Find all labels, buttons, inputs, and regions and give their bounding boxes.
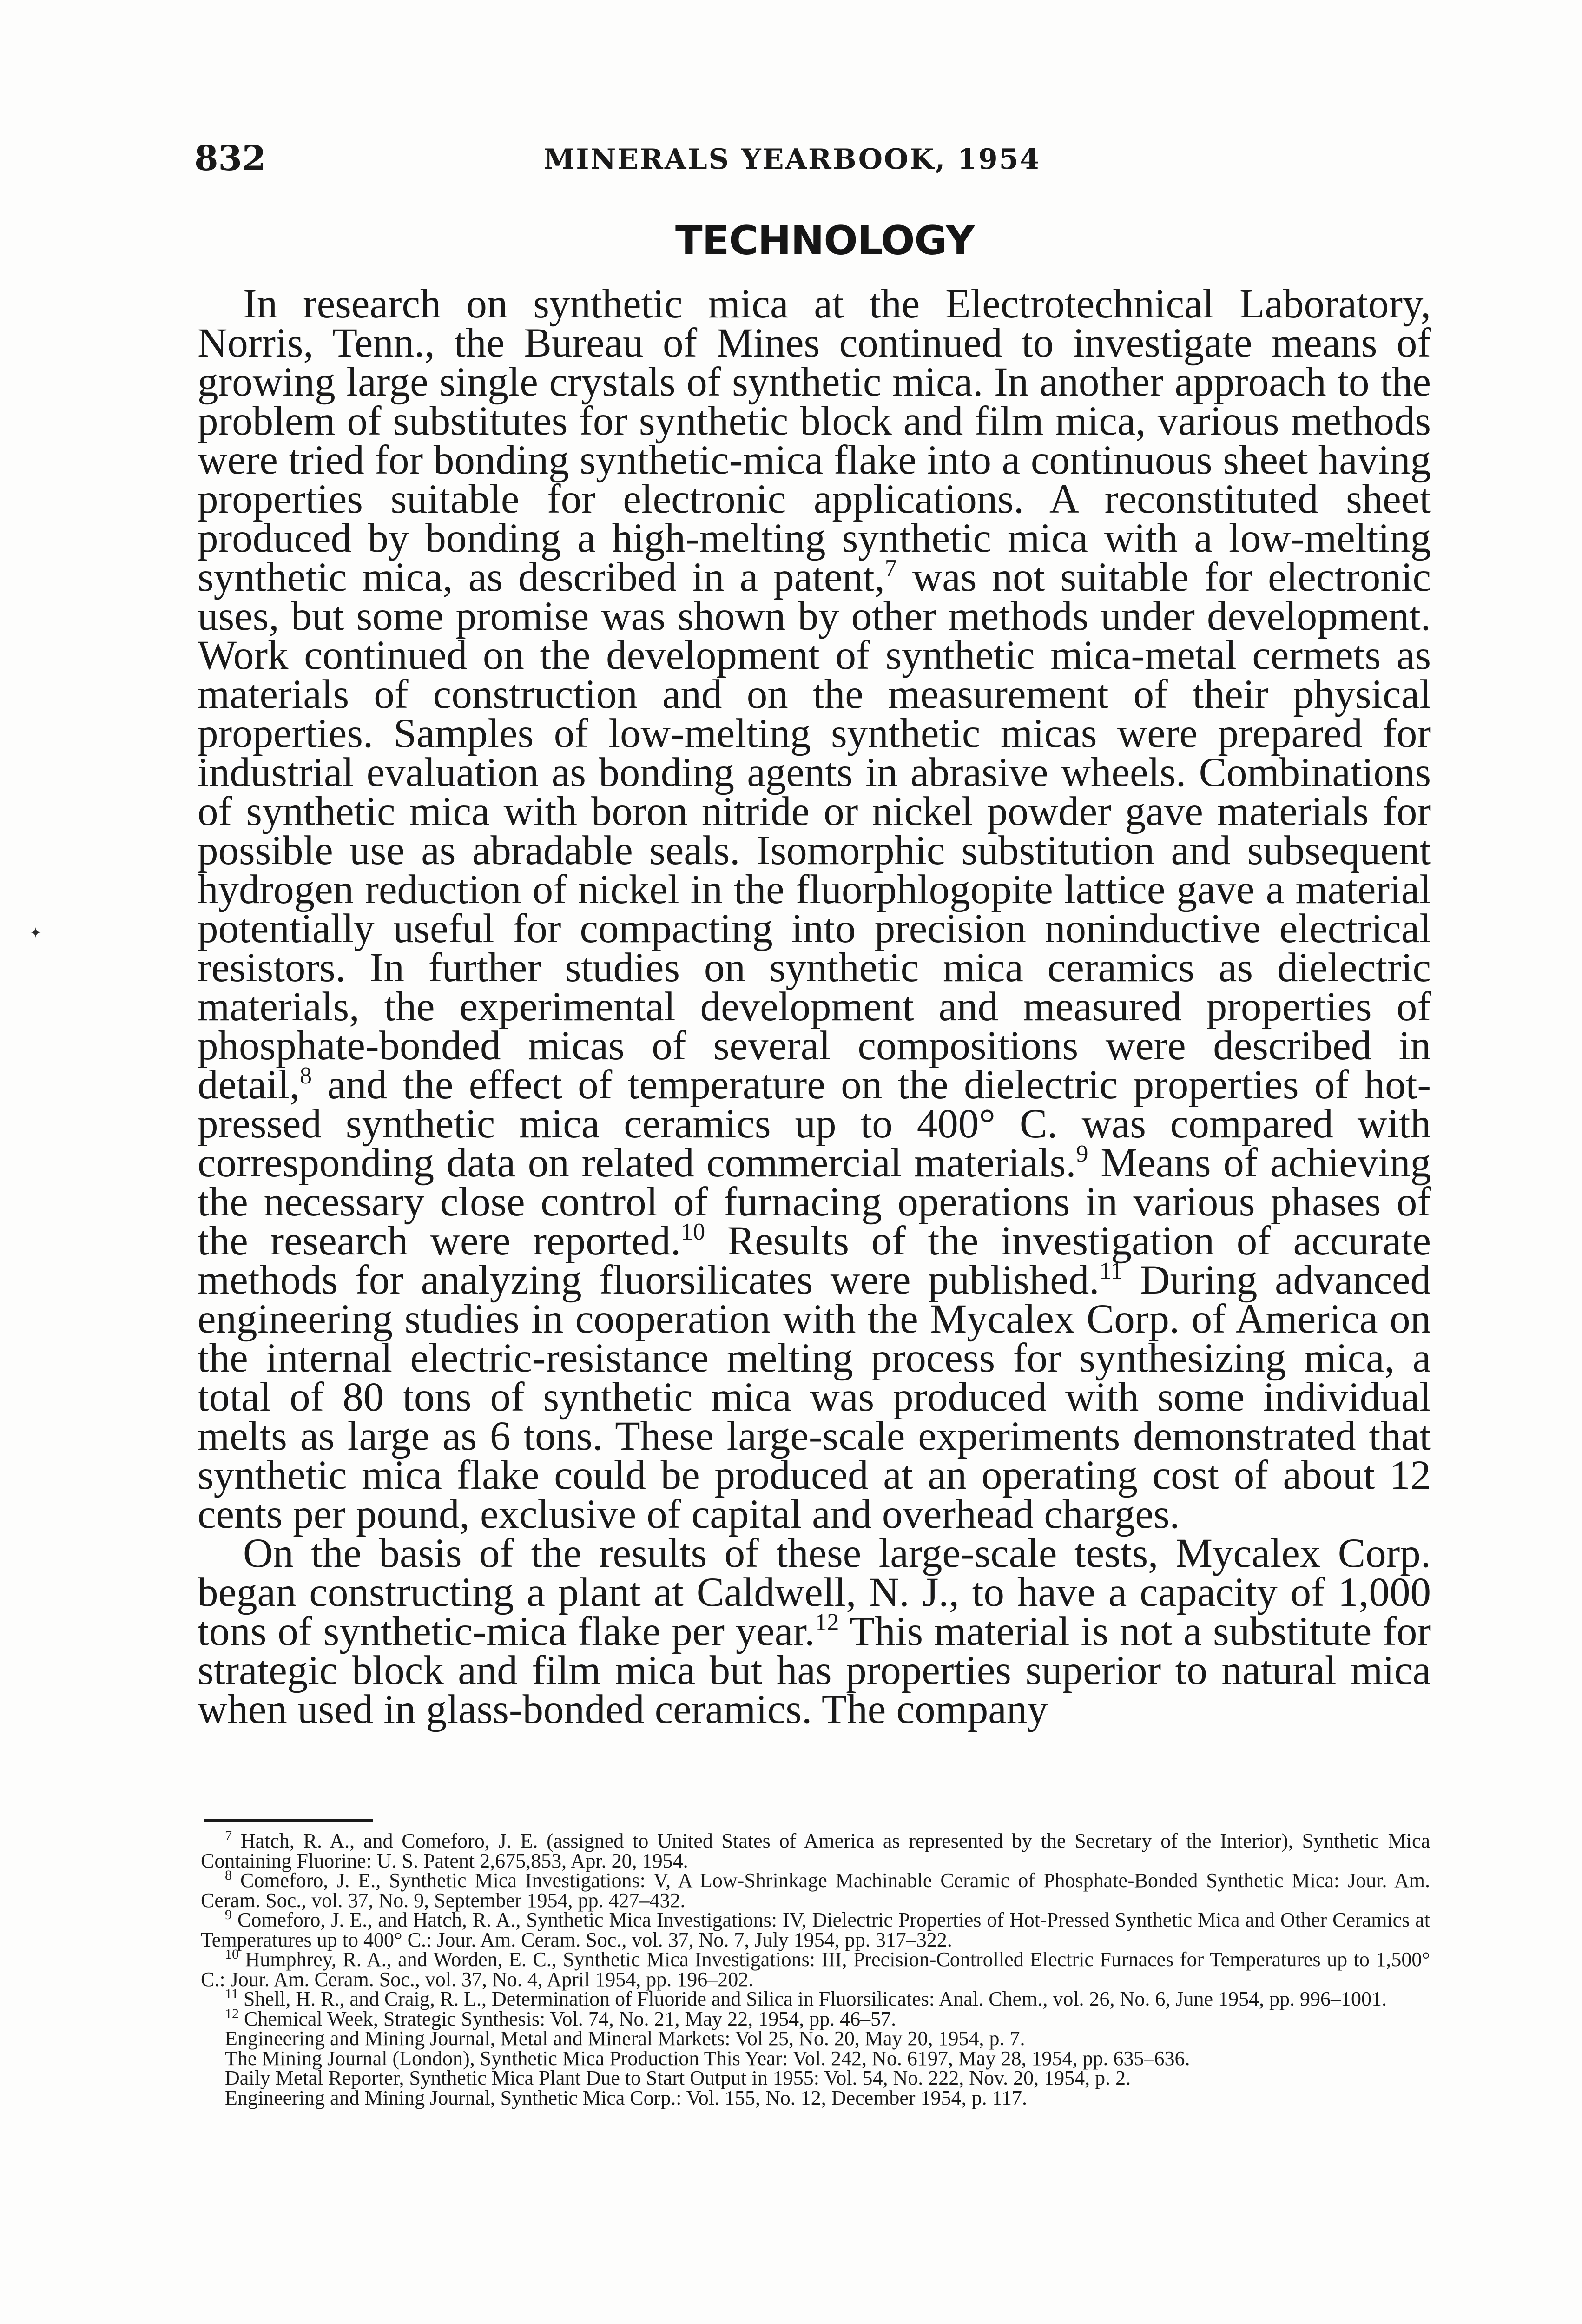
page-header	[194, 139, 1077, 190]
text-run: was not suitable for electronic uses, but some promise was shown by other methods under development. Work continued on the development of synthetic mica-metal cermets as materials of construction and on the measurement of their physical properties. Samples of low-melting synthetic micas were prepared for industrial evaluation as bonding agents in abrasive wheels. Combinations of synthetic mica with boron nitride or nickel powder gave materials for possible use as abradable seals. Isomorphic substitution and subsequent hydrogen reduction of nickel in the fluorphlogopite lattice gave a material potentially useful for compacting into precision noninductive electrical resistors. In further studies on synthetic mica ceramics as dielectric materials, the experimental development and measured properties of phosphate-bonded micas of several compositions were described in detail,	[198, 555, 1431, 1108]
paragraph-2	[198, 1531, 1431, 1732]
footnote-12-continuation: Engineering and Mining Journal, Metal and Mineral Markets: Vol 25, No. 20, May 20, 1954, p. 7.	[225, 2027, 1025, 2050]
footnote-number: 11	[225, 1986, 238, 2001]
footnote-number: 7	[225, 1828, 232, 1843]
text-run: and the effect of temperature on the dielectric properties of hot-pressed synthetic mica ceramics up to 400° C. was compared with corresponding data on related commercial materials.	[198, 1062, 1431, 1186]
text-run: Results of the investigation of accurate methods for analyzing fluorsilicates were published.	[198, 1218, 1431, 1303]
footnote-ref[interactable]: 10	[681, 1219, 705, 1245]
footnote-number: 8	[225, 1868, 232, 1883]
text-run: In research on synthetic mica at the Electrotechnical Laboratory, Norris, Tenn., the Bureau of Mines continued to investigate means of growing large single crystals of synthetic mica. In another approach to the problem of substitutes for synthetic block and film mica, various methods were tried for bonding synthetic-mica flake into a continuous sheet having properties suitable for electronic applications. A reconstituted sheet produced by bonding a high-melting synthetic mica with a low-melting synthetic mica, as described in a patent,	[198, 281, 1431, 600]
footnote-number: 12	[225, 2006, 239, 2021]
footnote-text: Shell, H. R., and Craig, R. L., Determination of Fluoride and Silica in Fluorsilicates: Anal. Chem., vol. 26, No. 6, June 1954, pp. 996–1001.	[243, 1987, 1387, 2010]
section-title: TECHNOLOGY	[675, 218, 975, 264]
footnote-text: Hatch, R. A., and Comeforo, J. E. (assigned to United States of America as represented by the Secretary of the Interior), Synthetic Mica Containing Fluorine: U. S. Patent 2,675,853, Apr. 20, 1954.	[201, 1829, 1430, 1872]
footnote-8	[201, 1868, 1430, 1912]
text-run: Means of achieving the necessary close control of furnacing operations in various phases of the research were reported.	[198, 1140, 1431, 1264]
footnote-text: Comeforo, J. E., and Hatch, R. A., Synthetic Mica Investigations: IV, Dielectric Properties of Hot-Pressed Synthetic Mica and Other Ceramics at Temperatures up to 400° C.: Jour. Am. Ceram. Soc., vol. 37, No. 7, July 1954, pp. 317–322.	[201, 1908, 1430, 1951]
text-run: During advanced engineering studies in cooperation with the Mycalex Corp. of America on the internal electric-resistance melting process for synthesizing mica, a total of 80 tons of synthetic mica was produced with some individual melts as large as 6 tons. These large-scale experiments demonstrated that synthetic mica flake could be produced at an operating cost of about 12 cents per pound, exclusive of capital and overhead charges.	[198, 1257, 1431, 1537]
footnote-9	[201, 1907, 1430, 1951]
footnote-10	[201, 1947, 1430, 1991]
footnote-11	[201, 1986, 1430, 2010]
footnote-ref[interactable]: 12	[815, 1609, 839, 1636]
footnote-12-continuation: Engineering and Mining Journal, Synthetic Mica Corp.: Vol. 155, No. 12, December 1954, p. 117.	[225, 2086, 1027, 2109]
footnote-text: Chemical Week, Strategic Synthesis: Vol. 74, No. 21, May 22, 1954, pp. 46–57.	[244, 2007, 896, 2030]
footnote-text: Comeforo, J. E., Synthetic Mica Investigations: V, A Low-Shrinkage Machinable Ceramic of Phosphate-Bonded Synthetic Mica: Jour. Am. Ceram. Soc., vol. 37, No. 9, September 1954, pp. 427–432.	[201, 1869, 1430, 1912]
page-number: 832	[194, 139, 266, 178]
footnote-12	[201, 2006, 1430, 2030]
running-title: MINERALS YEARBOOK, 1954	[544, 143, 1041, 176]
footnote-text: Humphrey, R. A., and Worden, E. C., Synthetic Mica Investigations: III, Precision-Controlled Electric Furnaces for Temperatures up to 1,500° C.: Jour. Am. Ceram. Soc., vol. 37, No. 4, April 1954, pp. 196–202.	[201, 1948, 1430, 1991]
footnote-7	[201, 1828, 1430, 1872]
footnote-ref[interactable]: 8	[299, 1063, 312, 1089]
footnote-number: 10	[225, 1947, 239, 1962]
footnote-number: 9	[225, 1907, 232, 1922]
footnote-12-continuation: The Mining Journal (London), Synthetic Mica Production This Year: Vol. 242, No. 6197, May 28, 1954, pp. 635–636.	[225, 2047, 1190, 2070]
text-run: On the basis of the results of these large-scale tests, Mycalex Corp. began constructing a plant at Caldwell, N. J., to have a capacity of 1,000 tons of synthetic-mica flake per year.	[198, 1531, 1431, 1654]
footnote-ref[interactable]: 7	[884, 555, 897, 581]
body-text	[198, 281, 1431, 1732]
footnotes	[201, 1828, 1430, 2109]
paragraph-1	[198, 281, 1431, 1537]
footnote-ref[interactable]: 9	[1076, 1141, 1088, 1167]
footnote-ref[interactable]: 11	[1099, 1258, 1123, 1284]
text-run: This material is not a substitute for strategic block and film mica but has properties superior to natural mica when used in glass-bonded ceramics. The company	[198, 1609, 1431, 1732]
scan-mark: ✦	[30, 925, 42, 941]
footnote-divider	[204, 1819, 373, 1822]
footnote-12-continuation: Daily Metal Reporter, Synthetic Mica Plant Due to Start Output in 1955: Vol. 54, No. 222, Nov. 20, 1954, p. 2.	[225, 2067, 1131, 2089]
